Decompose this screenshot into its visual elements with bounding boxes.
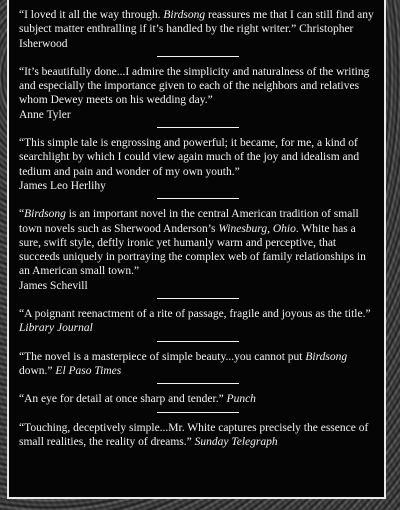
review-source: El Paso Times — [55, 364, 122, 377]
divider — [157, 198, 239, 199]
review-text: down.” — [19, 364, 56, 377]
review-text: “The novel is a masterpiece of simple beauty...you cannot put — [19, 350, 306, 363]
review-text: . White has a sure, swift style, deftly ironic yet humanly warm and perceptive, that succeeds uniquely in portraying the complex web of family relationships in an American small town.” — [19, 222, 366, 278]
review-el-paso-times — [19, 350, 376, 379]
review-punch — [19, 392, 376, 406]
divider — [157, 341, 239, 342]
review-isherwood — [19, 8, 376, 51]
review-sunday-telegraph — [19, 421, 376, 450]
book-title: Birdsong — [24, 208, 66, 221]
review-text: “Touching, deceptively simple...Mr. White captures precisely the essence of small realities, the reality of dreams.” — [19, 421, 369, 448]
review-library-journal — [19, 307, 376, 336]
review-schevill — [19, 207, 376, 293]
review-text: “A poignant reenactment of a rite of passage, fragile and joyous as the title.” — [19, 308, 371, 321]
review-source: James Leo Herlihy — [19, 179, 106, 192]
book-title: Birdsong — [163, 9, 206, 21]
review-source: Anne Tyler — [19, 108, 71, 121]
review-text: “It’s beautifully done...I admire the simplicity and naturalness of the writing and especially the importance given to each of the neighbors and relatives whom Dewey meets on his wedding day.” — [19, 65, 370, 107]
divider — [157, 383, 239, 384]
divider — [157, 298, 239, 299]
divider — [157, 56, 239, 57]
book-title: Birdsong — [305, 350, 348, 363]
book-title: Winesburg, Ohio — [218, 222, 296, 235]
review-source: Sunday Telegraph — [194, 435, 278, 448]
review-source: Punch — [226, 393, 256, 406]
review-text: reassures me that I can still find any subject matter enthralling if it’s handled by the right writer.” — [19, 9, 374, 36]
review-text: “I loved it all the way through. — [19, 9, 164, 21]
review-source: Library Journal — [19, 322, 93, 335]
blurb-panel — [7, 0, 386, 499]
review-text: “An eye for detail at once sharp and tender.” — [19, 393, 227, 406]
review-herlihy — [19, 136, 376, 193]
review-tyler — [19, 65, 376, 122]
review-text: “ — [19, 208, 25, 221]
divider — [157, 127, 239, 128]
divider — [157, 412, 239, 413]
review-text: is an important novel in the central American tradition of small town novels such as Sherwood Anderson’s — [19, 208, 359, 235]
review-text: “This simple tale is engrossing and powerful; it became, for me, a kind of searchlight by which I could view again much of the joy and idealism and tedium and pain and wonder of my own youth.” — [19, 137, 360, 178]
review-source: Christopher Isherwood — [19, 23, 354, 50]
review-source: James Schevill — [19, 279, 88, 292]
